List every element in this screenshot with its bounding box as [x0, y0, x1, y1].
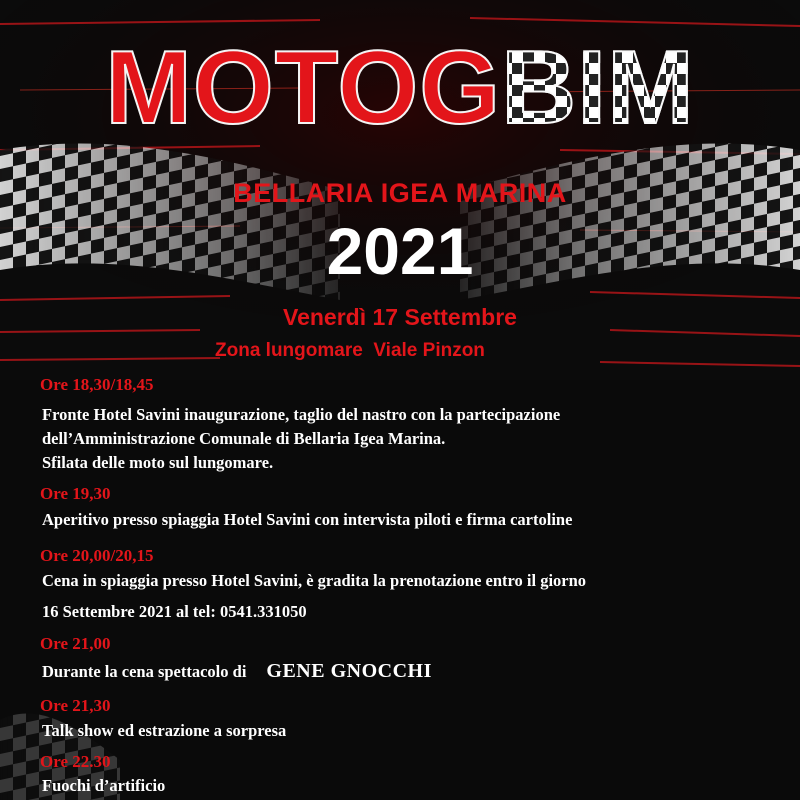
- program-time: Ore 22.30: [40, 752, 111, 771]
- logo-text-checkered: BIM: [501, 30, 695, 146]
- program-time: Ore 20,00/20,15: [40, 546, 154, 565]
- event-location: Zona lungomare Viale Pinzon: [215, 340, 485, 361]
- program-line: Sfilata delle moto sul lungomare.: [42, 453, 274, 472]
- program-time: Ore 21,30: [40, 696, 111, 715]
- program-time: Ore 18,30/18,45: [40, 375, 154, 394]
- program-line: Fuochi d’artificio: [42, 776, 166, 795]
- logo-text-red: MOTOG: [105, 30, 502, 146]
- program-line: Cena in spiaggia presso Hotel Savini, è gradita la prenotazione entro il giorno: [42, 571, 587, 590]
- program-line: [42, 660, 432, 683]
- program-line-text: Durante la cena spettacolo di: [42, 662, 247, 681]
- program-time: Ore 19,30: [40, 484, 111, 503]
- event-year: 2021: [326, 214, 474, 288]
- program-line: 16 Settembre 2021 al tel: 0541.331050: [42, 602, 307, 621]
- program-time: Ore 21,00: [40, 634, 111, 653]
- event-logo: [0, 30, 800, 146]
- event-date: Venerdì 17 Settembre: [283, 304, 517, 330]
- program-line: Fronte Hotel Savini inaugurazione, taglio del nastro con la partecipazione: [42, 405, 561, 424]
- program-line: Aperitivo presso spiaggia Hotel Savini con intervista piloti e firma cartoline: [42, 510, 573, 529]
- guest-name: GENE GNOCCHI: [266, 660, 432, 682]
- program-line: Talk show ed estrazione a sorpresa: [42, 721, 287, 740]
- program-line: dell’Amministrazione Comunale di Bellaria Igea Marina.: [42, 429, 446, 448]
- city-title: BELLARIA IGEA MARINA: [233, 178, 567, 208]
